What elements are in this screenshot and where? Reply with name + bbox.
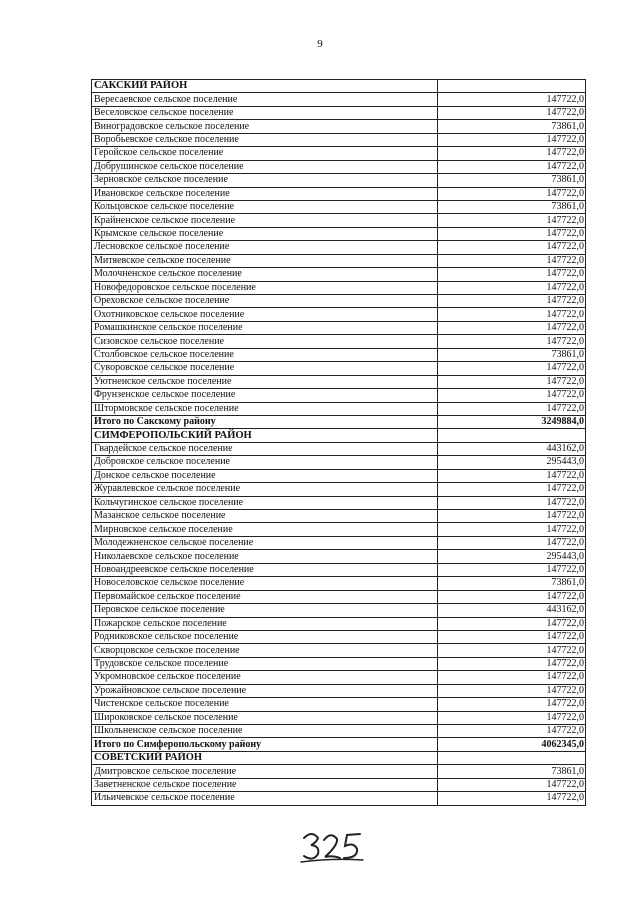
settlement-row: [92, 295, 586, 308]
settlement-row: [92, 630, 586, 643]
settlement-row: [92, 483, 586, 496]
amount-cell: 147722,0: [438, 792, 586, 805]
settlement-row: [92, 375, 586, 388]
settlement-name: Фрунзенское сельское поселение: [92, 389, 438, 402]
settlement-row: [92, 617, 586, 630]
settlement-name: Журавлевское сельское поселение: [92, 483, 438, 496]
settlement-name: Трудовское сельское поселение: [92, 657, 438, 670]
settlement-row: [92, 147, 586, 160]
amount-cell: [438, 80, 586, 93]
settlement-name: Молочненское сельское поселение: [92, 268, 438, 281]
settlement-name: Новоандреевское сельское поселение: [92, 563, 438, 576]
amount-cell: 443162,0: [438, 442, 586, 455]
settlement-row: [92, 402, 586, 415]
settlement-name: Новоселовское сельское поселение: [92, 577, 438, 590]
amount-cell: 73861,0: [438, 120, 586, 133]
settlement-name: Столбовское сельское поселение: [92, 348, 438, 361]
amount-cell: 147722,0: [438, 496, 586, 509]
settlement-name: Новофедоровское сельское поселение: [92, 281, 438, 294]
amount-cell: 147722,0: [438, 590, 586, 603]
settlement-name: Кольчугинское сельское поселение: [92, 496, 438, 509]
settlement-name: Укромновское сельское поселение: [92, 671, 438, 684]
settlement-name: Крымское сельское поселение: [92, 227, 438, 240]
amount-cell: 147722,0: [438, 241, 586, 254]
allocation-table-body: [92, 80, 586, 806]
settlement-row: [92, 389, 586, 402]
amount-cell: 147722,0: [438, 644, 586, 657]
settlement-row: [92, 241, 586, 254]
amount-cell: 73861,0: [438, 200, 586, 213]
settlement-row: [92, 778, 586, 791]
settlement-name: Лесновское сельское поселение: [92, 241, 438, 254]
district-total-row: [92, 415, 586, 428]
settlement-name: Уютненское сельское поселение: [92, 375, 438, 388]
settlement-row: [92, 496, 586, 509]
settlement-name: Гвардейское сельское поселение: [92, 442, 438, 455]
settlement-name: Молодежненское сельское поселение: [92, 536, 438, 549]
amount-cell: 147722,0: [438, 295, 586, 308]
district-header-row: [92, 80, 586, 93]
settlement-row: [92, 281, 586, 294]
settlement-row: [92, 523, 586, 536]
settlement-name: Ивановское сельское поселение: [92, 187, 438, 200]
settlement-name: Добровское сельское поселение: [92, 456, 438, 469]
amount-cell: [438, 751, 586, 764]
amount-cell: 443162,0: [438, 604, 586, 617]
amount-cell: 147722,0: [438, 684, 586, 697]
amount-cell: 147722,0: [438, 308, 586, 321]
amount-cell: 147722,0: [438, 563, 586, 576]
amount-cell: [438, 429, 586, 442]
settlement-name: Сизовское сельское поселение: [92, 335, 438, 348]
settlement-name: Дмитровское сельское поселение: [92, 765, 438, 778]
settlement-name: Первомайское сельское поселение: [92, 590, 438, 603]
amount-cell: 147722,0: [438, 93, 586, 106]
amount-cell: 147722,0: [438, 160, 586, 173]
amount-cell: 147722,0: [438, 510, 586, 523]
amount-cell: 295443,0: [438, 550, 586, 563]
settlement-row: [92, 711, 586, 724]
settlement-row: [92, 469, 586, 482]
settlement-name: Урожайновское сельское поселение: [92, 684, 438, 697]
amount-cell: 147722,0: [438, 268, 586, 281]
amount-cell: 147722,0: [438, 536, 586, 549]
settlement-row: [92, 120, 586, 133]
settlement-row: [92, 604, 586, 617]
settlement-name: Вересаевское сельское поселение: [92, 93, 438, 106]
settlement-name: Охотниковское сельское поселение: [92, 308, 438, 321]
settlement-name: Школьненское сельское поселение: [92, 725, 438, 738]
amount-cell: 147722,0: [438, 133, 586, 146]
amount-cell: 73861,0: [438, 765, 586, 778]
settlement-name: Заветненское сельское поселение: [92, 778, 438, 791]
settlement-name: Николаевское сельское поселение: [92, 550, 438, 563]
settlement-row: [92, 174, 586, 187]
settlement-row: [92, 335, 586, 348]
settlement-row: [92, 550, 586, 563]
settlement-name: Виноградовское сельское поселение: [92, 120, 438, 133]
settlement-row: [92, 684, 586, 697]
settlement-row: [92, 200, 586, 213]
amount-cell: 295443,0: [438, 456, 586, 469]
settlement-name: Донское сельское поселение: [92, 469, 438, 482]
settlement-name: Митяевское сельское поселение: [92, 254, 438, 267]
settlement-name: Перовское сельское поселение: [92, 604, 438, 617]
settlement-name: Ильичевское сельское поселение: [92, 792, 438, 805]
settlement-row: [92, 590, 586, 603]
district-name: САКСКИЙ РАЙОН: [92, 80, 438, 93]
settlement-name: Крайненское сельское поселение: [92, 214, 438, 227]
amount-cell: 147722,0: [438, 214, 586, 227]
settlement-name: Скворцовское сельское поселение: [92, 644, 438, 657]
total-label: Итого по Симферопольскому району: [92, 738, 438, 751]
settlement-name: Родниковское сельское поселение: [92, 630, 438, 643]
settlement-name: Штормовское сельское поселение: [92, 402, 438, 415]
amount-cell: 147722,0: [438, 362, 586, 375]
settlement-name: Ромашкинское сельское поселение: [92, 321, 438, 334]
district-name: СИМФЕРОПОЛЬСКИЙ РАЙОН: [92, 429, 438, 442]
amount-cell: 147722,0: [438, 483, 586, 496]
settlement-row: [92, 348, 586, 361]
district-total-row: [92, 738, 586, 751]
amount-cell: 147722,0: [438, 389, 586, 402]
settlement-name: Чистенское сельское поселение: [92, 698, 438, 711]
settlement-name: Мазанское сельское поселение: [92, 510, 438, 523]
settlement-row: [92, 765, 586, 778]
amount-cell: 147722,0: [438, 698, 586, 711]
settlement-row: [92, 187, 586, 200]
amount-cell: 147722,0: [438, 254, 586, 267]
amount-cell: 147722,0: [438, 617, 586, 630]
settlement-row: [92, 160, 586, 173]
settlement-row: [92, 563, 586, 576]
settlement-row: [92, 254, 586, 267]
settlement-row: [92, 644, 586, 657]
settlement-row: [92, 671, 586, 684]
settlement-row: [92, 792, 586, 805]
amount-cell: 147722,0: [438, 402, 586, 415]
settlement-name: Воробьевское сельское поселение: [92, 133, 438, 146]
amount-cell: 73861,0: [438, 174, 586, 187]
settlement-name: Широковское сельское поселение: [92, 711, 438, 724]
district-name: СОВЕТСКИЙ РАЙОН: [92, 751, 438, 764]
amount-cell: 147722,0: [438, 469, 586, 482]
handwritten-page-mark: [298, 828, 368, 866]
settlement-row: [92, 698, 586, 711]
settlement-row: [92, 133, 586, 146]
settlement-name: Кольцовское сельское поселение: [92, 200, 438, 213]
settlement-name: Пожарское сельское поселение: [92, 617, 438, 630]
amount-cell: 147722,0: [438, 671, 586, 684]
settlement-row: [92, 214, 586, 227]
settlement-name: Зерновское сельское поселение: [92, 174, 438, 187]
settlement-row: [92, 93, 586, 106]
amount-cell: 147722,0: [438, 778, 586, 791]
settlement-name: Геройское сельское поселение: [92, 147, 438, 160]
amount-cell: 147722,0: [438, 321, 586, 334]
amount-cell: 147722,0: [438, 711, 586, 724]
amount-cell: 147722,0: [438, 657, 586, 670]
amount-cell: 147722,0: [438, 523, 586, 536]
amount-cell: 73861,0: [438, 348, 586, 361]
allocation-table: [91, 79, 586, 806]
district-header-row: [92, 429, 586, 442]
settlement-row: [92, 510, 586, 523]
total-label: Итого по Сакскому району: [92, 415, 438, 428]
amount-cell: 147722,0: [438, 630, 586, 643]
settlement-row: [92, 456, 586, 469]
settlement-name: Веселовское сельское поселение: [92, 106, 438, 119]
page-number: 9: [317, 38, 323, 50]
settlement-row: [92, 308, 586, 321]
settlement-name: Добрушинское сельское поселение: [92, 160, 438, 173]
amount-cell: 147722,0: [438, 147, 586, 160]
total-amount: 4062345,0: [438, 738, 586, 751]
settlement-row: [92, 321, 586, 334]
settlement-name: Суворовское сельское поселение: [92, 362, 438, 375]
settlement-row: [92, 657, 586, 670]
settlement-row: [92, 577, 586, 590]
amount-cell: 147722,0: [438, 281, 586, 294]
settlement-name: Мирновское сельское поселение: [92, 523, 438, 536]
settlement-row: [92, 442, 586, 455]
settlement-row: [92, 106, 586, 119]
settlement-row: [92, 227, 586, 240]
amount-cell: 147722,0: [438, 725, 586, 738]
settlement-name: Ореховское сельское поселение: [92, 295, 438, 308]
amount-cell: 147722,0: [438, 106, 586, 119]
settlement-row: [92, 725, 586, 738]
amount-cell: 147722,0: [438, 335, 586, 348]
total-amount: 3249884,0: [438, 415, 586, 428]
amount-cell: 147722,0: [438, 187, 586, 200]
settlement-row: [92, 268, 586, 281]
district-header-row: [92, 751, 586, 764]
amount-cell: 147722,0: [438, 227, 586, 240]
amount-cell: 73861,0: [438, 577, 586, 590]
settlement-row: [92, 536, 586, 549]
settlement-row: [92, 362, 586, 375]
amount-cell: 147722,0: [438, 375, 586, 388]
